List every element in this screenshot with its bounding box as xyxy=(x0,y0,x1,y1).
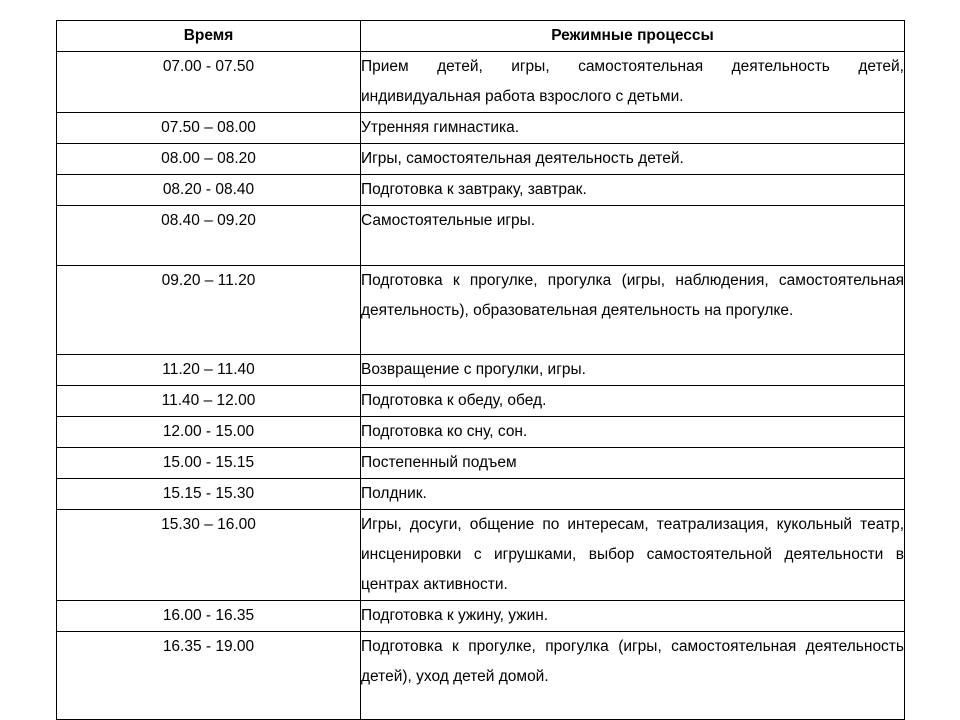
time-cell: 16.00 - 16.35 xyxy=(57,601,361,632)
process-cell: Самостоятельные игры. xyxy=(361,206,905,266)
time-cell: 08.40 – 09.20 xyxy=(57,206,361,266)
table-row xyxy=(57,144,905,175)
time-cell: 07.00 - 07.50 xyxy=(57,52,361,113)
time-cell: 16.35 - 19.00 xyxy=(57,632,361,720)
process-cell: Утренняя гимнастика. xyxy=(361,113,905,144)
time-cell: 15.30 – 16.00 xyxy=(57,510,361,601)
time-cell: 07.50 – 08.00 xyxy=(57,113,361,144)
table-row xyxy=(57,266,905,355)
time-cell: 15.00 - 15.15 xyxy=(57,448,361,479)
time-cell: 12.00 - 15.00 xyxy=(57,417,361,448)
time-cell: 11.20 – 11.40 xyxy=(57,355,361,386)
time-cell: 09.20 – 11.20 xyxy=(57,266,361,355)
table-row xyxy=(57,355,905,386)
time-cell: 11.40 – 12.00 xyxy=(57,386,361,417)
table-row xyxy=(57,175,905,206)
process-cell: Подготовка к прогулке, прогулка (игры, наблюдения, самостоятельная деятельность), образовательная деятельность на прогулке. xyxy=(361,266,905,355)
table-row xyxy=(57,206,905,266)
table-row xyxy=(57,601,905,632)
process-cell: Постепенный подъем xyxy=(361,448,905,479)
process-cell: Возвращение с прогулки, игры. xyxy=(361,355,905,386)
table-row xyxy=(57,510,905,601)
schedule-table xyxy=(56,20,905,720)
process-cell: Подготовка ко сну, сон. xyxy=(361,417,905,448)
time-cell: 15.15 - 15.30 xyxy=(57,479,361,510)
table-row xyxy=(57,632,905,720)
process-cell: Подготовка к обеду, обед. xyxy=(361,386,905,417)
time-cell: 08.20 - 08.40 xyxy=(57,175,361,206)
process-cell: Игры, досуги, общение по интересам, театрализация, кукольный театр, инсценировки с игрушками, выбор самостоятельной деятельности в центрах активности. xyxy=(361,510,905,601)
header-process: Режимные процессы xyxy=(361,21,905,52)
process-cell: Подготовка к завтраку, завтрак. xyxy=(361,175,905,206)
table-row xyxy=(57,386,905,417)
table-row xyxy=(57,52,905,113)
process-cell: Прием детей, игры, самостоятельная деятельность детей, индивидуальная работа взрослого с детьми. xyxy=(361,52,905,113)
table-row xyxy=(57,113,905,144)
process-cell: Подготовка к ужину, ужин. xyxy=(361,601,905,632)
process-cell: Игры, самостоятельная деятельность детей. xyxy=(361,144,905,175)
process-cell: Полдник. xyxy=(361,479,905,510)
header-time: Время xyxy=(57,21,361,52)
table-row xyxy=(57,479,905,510)
header-row xyxy=(57,21,905,52)
table-row xyxy=(57,448,905,479)
time-cell: 08.00 – 08.20 xyxy=(57,144,361,175)
process-cell: Подготовка к прогулке, прогулка (игры, самостоятельная деятельность детей), уход детей домой. xyxy=(361,632,905,720)
table-row xyxy=(57,417,905,448)
